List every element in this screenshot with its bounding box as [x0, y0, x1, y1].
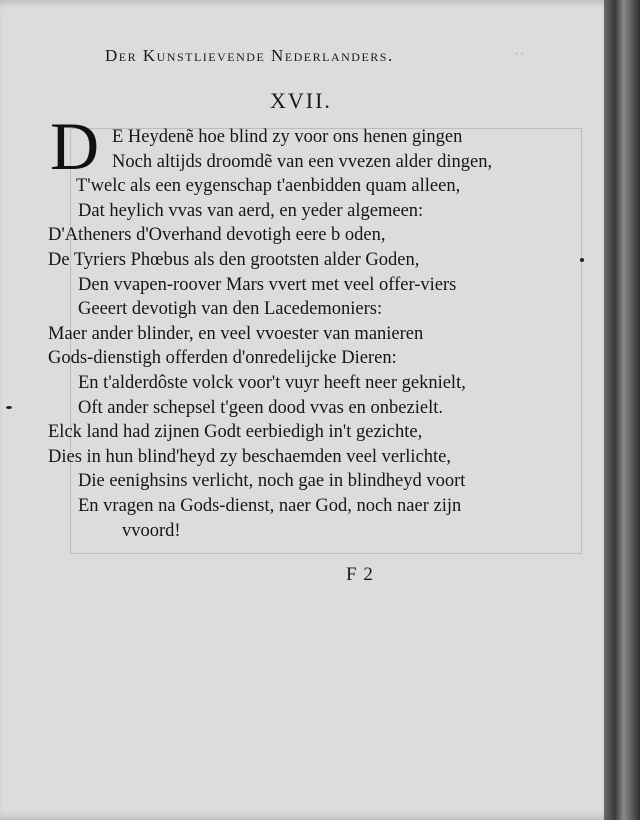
poem-line: Elck land had zijnen Godt eerbiedigh in't gezichte,: [48, 422, 423, 443]
poem-line: En t'alderdôste volck voor't vuyr heeft neer geknielt,: [78, 372, 466, 393]
poem-line: De Tyriers Phœbus als den grootsten alder Goden,: [48, 249, 420, 270]
poem-line: Geeert devotigh van den Lacedemoniers:: [78, 299, 383, 320]
poem-line: Gods-dienstigh offerden d'onredelijcke Dieren:: [48, 348, 397, 369]
ink-speck: [6, 406, 12, 409]
poem-line: Die eenighsins verlicht, noch gae in blindheyd voort: [78, 471, 466, 492]
poem-line: Maer ander blinder, en veel vvoester van manieren: [48, 323, 424, 344]
poem-line: D'Atheners d'Overhand devotigh eere b oden,: [48, 225, 386, 246]
running-head: Der Kunstlievende Nederlanders.: [105, 46, 394, 65]
ink-speck: [580, 258, 584, 262]
drop-cap: D: [50, 108, 100, 184]
poem-line: Noch altijds droomdẽ van een vvezen alder dingen,: [112, 151, 493, 172]
poem-line: Dat heylich vvas van aerd, en yeder algemeen:: [78, 200, 424, 221]
bleed-through-text: [70, 618, 550, 636]
poem-line: En vragen na Gods-dienst, naer God, noch naer zijn: [78, 495, 462, 516]
poem-line: Den vvapen-roover Mars vvert met veel offer-viers: [78, 274, 457, 295]
poem-line: Dies in hun blind'heyd zy beschaemden veel verlichte,: [48, 446, 452, 467]
signature-mark: F 2: [346, 564, 374, 585]
bleed-through-mark: ··: [514, 46, 525, 63]
poem-body: [48, 125, 548, 543]
poem-line: E Heydenẽ hoe blind zy voor ons henen gingen: [112, 127, 463, 147]
poem-line: Oft ander schepsel t'geen dood vvas en onbezielt.: [78, 397, 443, 418]
poem-line: T'welc als een eygenschap t'aenbidden quam alleen,: [76, 176, 461, 197]
section-number: XVII.: [270, 88, 332, 113]
poem-line: vvoord!: [122, 520, 181, 541]
page-edge: [604, 0, 640, 820]
